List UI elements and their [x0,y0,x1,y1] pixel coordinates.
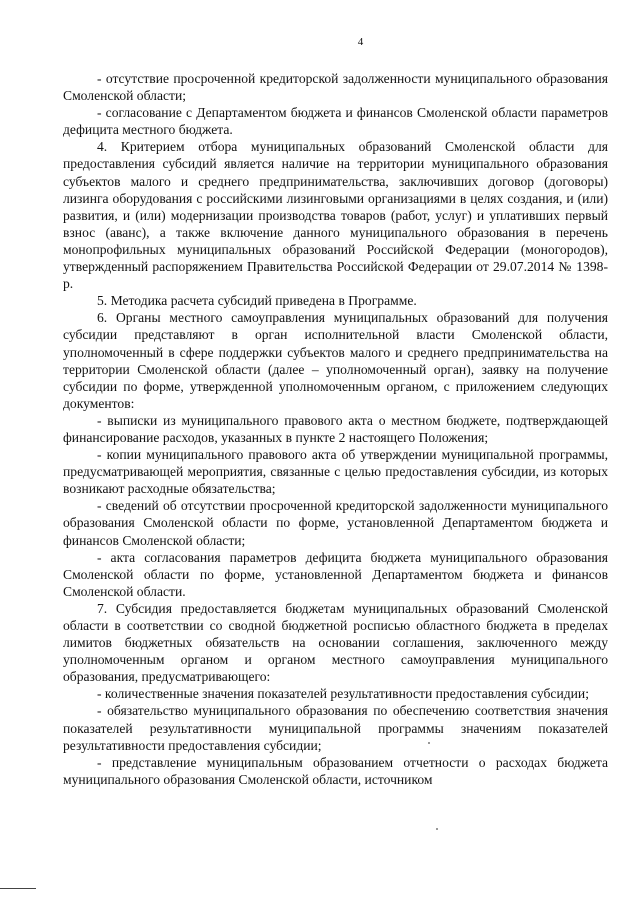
paragraph-6-application: 6. Органы местного самоуправления муниципальных образований для получения субсидии представляют в орган исполнительной власти Смоленской области, уполномоченный в сфере поддержки субъектов малого и среднего предпринимательства на территории Смоленской области (далее – уполномоченный орган), заявку на получение субсидии по форме, утвержденной уполномоченным органом, с приложением следующих документов: [63,310,608,411]
scan-speck [436,828,438,830]
list-item-reporting: - представление муниципальным образованием отчетности о расходах бюджета муниципального образования Смоленской области, источником [63,754,608,787]
scan-edge-line [0,888,36,889]
paragraph-5-calculation-method: 5. Методика расчета субсидий приведена в Программе. [97,293,417,309]
list-item-budget-extract: - выписки из муниципального правового акта о местном бюджете, подтверждающей финансирование расходов, указанных в пункте 2 настоящего Положения; [63,412,608,445]
list-item-program-copy: - копии муниципального правового акта об утверждении муниципальной программы, предусматривающей мероприятия, связанные с целью предоставления субсидии, из которых возникают расходные обязательства; [63,447,608,497]
list-item-compliance-obligation: - обязательство муниципального образования по обеспечению соответствия значения показателей результативности муниципальной программы значениям показателей результативности предоставления субсидии; [63,703,608,753]
page-number: 4 [357,36,364,48]
list-item-deficit-act: - акта согласования параметров дефицита бюджета муниципального образования Смоленской области по форме, установленной Департаментом бюджета и финансов Смоленской области. [63,549,608,599]
scan-speck [428,742,430,744]
paragraph-deficit-agreement: - согласование с Департаментом бюджета и финансов Смоленской области параметров дефицита местного бюджета. [63,105,608,138]
paragraph-4-selection-criterion: 4. Критерием отбора муниципальных образований Смоленской области для предоставления субсидий является наличие на территории муниципального образования субъектов малого и среднего предпринимательства, заключивших договор (договоры) лизинга оборудования с российскими лизинговыми организациями в целях создания, и (или) развития, и (или) модернизации производства товаров (работ, услуг) и уплативших первый взнос (аванс), а также включение данного муниципального образования в перечень монопрофильных муниципальных образований Российской Федерации (моногородов), утвержденный распоряжением Правительства Российской Федерации от 29.07.2014 № 1398-р. [63,139,608,292]
paragraph-7-subsidy-provision: 7. Субсидия предоставляется бюджетам муниципальных образований Смоленской области в соответствии со сводной бюджетной росписью областного бюджета в пределах лимитов бюджетных обязательств на основании соглашения, заключенного между уполномоченным органом и органом местного самоуправления муниципального образования, предусматривающего: [63,600,608,685]
list-item-debt-information: - сведений об отсутствии просроченной кредиторской задолженности муниципального образования Смоленской области по форме, установленной Департаментом бюджета и финансов Смоленской области; [63,498,608,548]
list-item-indicator-values: - количественные значения показателей результативности предоставления субсидии; [97,686,589,702]
paragraph-no-overdue-debt: - отсутствие просроченной кредиторской задолженности муниципального образования Смоленской области; [63,71,608,104]
document-body [63,70,608,788]
